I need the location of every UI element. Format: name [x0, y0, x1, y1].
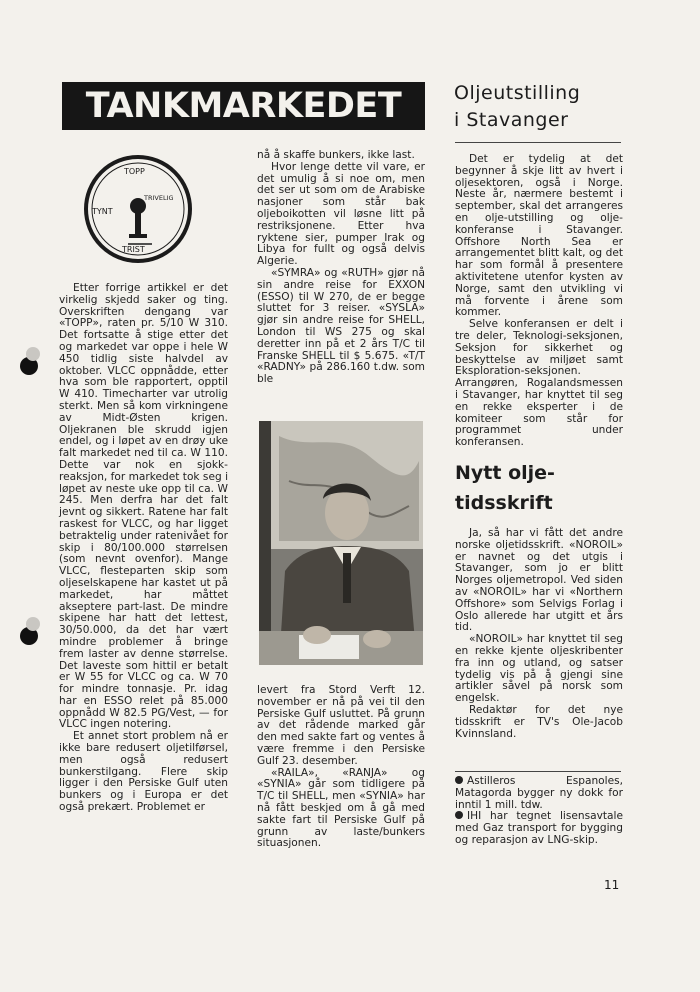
news-items-column: [455, 776, 623, 847]
body-paragraph: Det er tydelig at det begynner å skje litt av hvert i oljesektoren, også i Norge. Neste år, nærmere bestemt i september, skal det arrangeres en olje-utstilling og olje-konferanse i Stavanger. Offshore North Sea er arrangementet blitt kalt, og det har som formål å presentere aktivitetene utenfor kysten av Norge, samt den utvikling vi må forvente i årene som kommer.: [455, 153, 623, 319]
tankmarkedet-column-1: [59, 283, 228, 814]
news-item-text: IHI har tegnet lisensavtale med Gaz transport for bygging og reparasjon av LNG-skip.: [455, 810, 623, 846]
news-item-text: Astilleros Espanoles, Matagorda bygger ny dokk for inntil 1 mill. tdw.: [455, 775, 623, 811]
body-paragraph: Ja, så har vi fått det andre norske oljetidsskrift. «NOROIL» er navnet og det utgis i Stavanger, som jo er blitt Norges oljemetropol. Ved siden av «NOROIL» har vi «Northern Offshore» som Selvigs Forlag i Oslo allerede har utgitt et års tid.: [455, 527, 623, 634]
divider: [455, 142, 621, 143]
body-paragraph: Etter forrige artikkel er det virkelig skjedd saker og ting. Overskriften dengang var «TOPP», raten pr. 5/10 W 310. Det fortsatte å stige etter det og markedet var oppe i hele W 450 tidlig siste halvdel av oktober. VLCC oppnådde, etter hva som ble rapportert, opptil W 410. Timecharter var utrolig sterkt. Men så kom virkningene av Midt-Østen krigen. Oljekranen ble skrudd igjen endel, og i løpet av en drøy uke falt markedet ned til ca. W 110. Dette var nok en sjokk-reaksjon, for markedet tok seg i løpet av neste uke opp til ca. W 245. Men derfra har det falt jevnt og sikkert. Ratene har falt raskest for VLCC, og har ligget betraktelig under ratenivået for skip i 80/100.000 størrelsen (som nevnt ovenfor). Mange VLCC, flesteparten skip som oljeselskapene har kastet ut på markedet, har måttet akseptere part-last. De mindre skipene har hatt det lettest, 30/50.000, da det har vært mindre problemer å bringe frem laster av denne størrelse. Det laveste som hittil er betalt er W 55 for VLCC og ca. W 70 for mindre tonnasje. Pr. idag har en ESSO relet på 85.000 oppnådd W 82.5 PG/Vest, — for VLCC ingen notering.: [59, 282, 229, 731]
heading-line: Oljeutstilling: [454, 82, 581, 104]
body-paragraph: Selve konferansen er delt i tre deler, Teknologi-seksjonen, Seksjon for sikkerhet og beskyttelse av miljøet samt Eksploration-seksjonen. Arrangøren, Rogalandsmessen i Stavanger, har knyttet til seg en rekke eksperter i de komiteer som står for programmet under konferansen.: [455, 318, 623, 449]
heading-line: tidsskrift: [455, 492, 553, 514]
tankmarkedet-column-2-bottom: [257, 685, 425, 850]
body-paragraph: «SYMRA» og «RUTH» gjør nå sin andre reise for EXXON (ESSO) til W 270, de er begge sluttet for 3 reiser. «SYSLA» gjør sin andre reise for SHELL, London til WS 275 og skal deretter inn på et 2 års T/C til Franske SHELL til $ 5.675. «T/T «RADNY» på 286.160 t.dw. som ble: [257, 266, 425, 386]
divider: [455, 771, 621, 772]
logo-trist-label: TRIST: [122, 245, 145, 254]
masthead-title: TANKMARKEDET: [62, 82, 425, 130]
nytt-oljetidsskrift-column: [455, 528, 623, 740]
binder-hole: [20, 627, 38, 645]
portrait-photo: [259, 421, 423, 665]
news-item: [455, 776, 623, 811]
body-paragraph: Et annet stort problem nå er ikke bare redusert oljetilførsel, men også redusert bunkerstilgang. Flere skip ligger i den Persiske Gulf uten bunkers og i Europa er det også prekært. Problemet er: [59, 730, 228, 814]
topp-gauge-logo: [82, 152, 194, 266]
oljeutstilling-column: [455, 154, 623, 449]
bullet-icon: [455, 776, 463, 784]
binder-hole: [20, 357, 38, 375]
oljeutstilling-heading: [454, 80, 634, 134]
body-paragraph: «NOROIL» har knyttet til seg en rekke kjente oljeskribenter fra inn og utland, og satser tydelig vis på å gjengi sine artikler såvel på norsk som engelsk.: [455, 633, 623, 705]
logo-trivelig-label: TRIVELIG: [144, 194, 174, 202]
body-paragraph: Redaktør for det nye tidsskrift er TV's Ole-Jacob Kvinnsland.: [455, 703, 623, 740]
tankmarkedet-column-2-top: [257, 150, 425, 386]
heading-line: Nytt olje-: [455, 462, 555, 484]
news-item: [455, 811, 623, 846]
logo-topp-label: TOPP: [124, 167, 145, 176]
nytt-oljetidsskrift-heading: [455, 458, 615, 518]
bullet-icon: [455, 811, 463, 819]
body-paragraph: Hvor lenge dette vil vare, er det umulig å si noe om, men det ser ut som om de Arabiske nasjoner som står bak oljeboikotten vil løsne litt på restriksjonene. Etter hva ryktene sier, pumper Irak og Libya for fullt og også delvis Algerie.: [257, 160, 425, 268]
body-paragraph: levert fra Stord Verft 12. november er nå på vei til den Persiske Gulf usluttet. På grunn av det rådende marked går den med sakte fart og ventes å være fremme i den Persiske Gulf 23. desember.: [257, 684, 425, 767]
page-number: 11: [604, 878, 620, 892]
heading-line: i Stavanger: [454, 109, 569, 131]
logo-tynt-label: TYNT: [92, 207, 113, 216]
body-paragraph: nå å skaffe bunkers, ikke last.: [257, 149, 415, 161]
body-paragraph: «RAILA», «RANJA» og «SYNIA» går som tidligere på T/C til SHELL, men «SYNIA» har nå fått beskjed om å gå med sakte fart til Persiske Gulf på grunn av laste/bunkers situasjonen.: [257, 766, 425, 850]
